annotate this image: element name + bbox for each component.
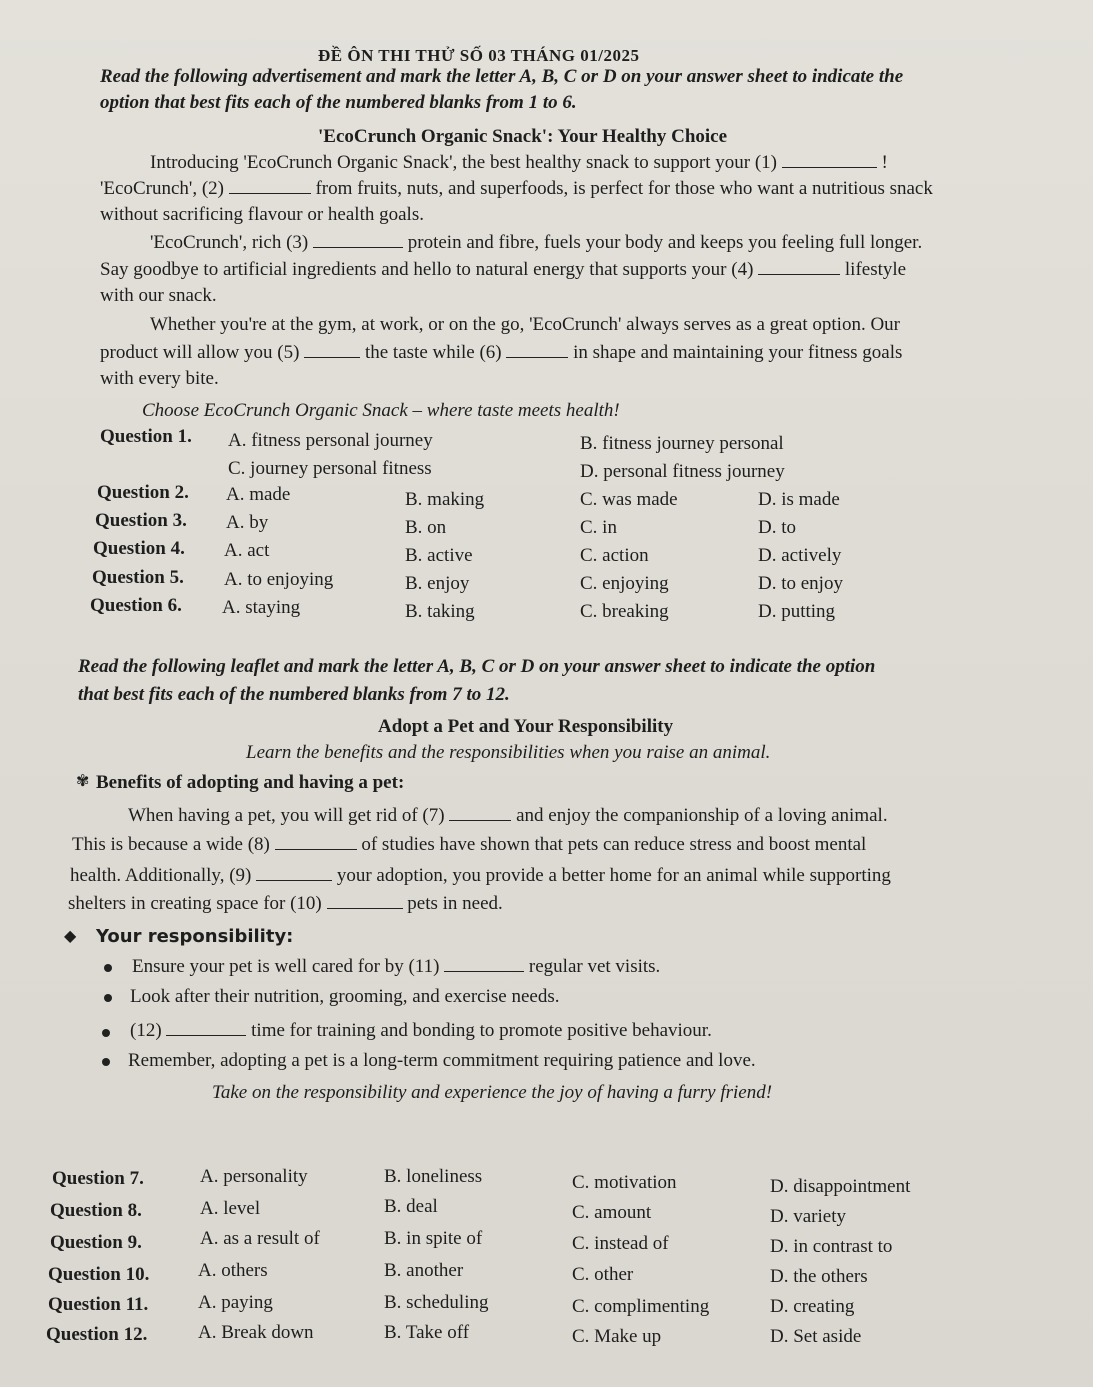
resp-item3-text-a: (12)	[130, 1020, 162, 1041]
benefits-l3-text-a: health. Additionally, (9)	[70, 865, 252, 886]
blank-8	[275, 835, 357, 850]
question-4-option-b[interactable]: B. active	[405, 545, 473, 566]
ad-p1-l2-text-a: 'EcoCrunch', (2)	[100, 178, 224, 199]
blank-10	[327, 894, 403, 909]
question-1-option-b[interactable]: B. fitness journey personal	[580, 433, 784, 454]
ad-p2-text-b: protein and fibre, fuels your body and keeps you feeling full longer.	[407, 232, 923, 253]
question-1-option-c[interactable]: C. journey personal fitness	[228, 458, 432, 479]
resp-item3-text-b: time for training and bonding to promote positive behaviour.	[251, 1020, 712, 1041]
question-9-option-c[interactable]: C. instead of	[572, 1233, 669, 1254]
question-3-option-a[interactable]: A. by	[226, 512, 269, 533]
bullet-4	[102, 1058, 110, 1066]
question-11-option-d[interactable]: D. creating	[770, 1296, 855, 1317]
blank-12	[166, 1021, 246, 1036]
ad-paragraph1-line1	[150, 152, 888, 174]
ad-paragraph1-line2	[100, 178, 933, 200]
blank-6	[506, 343, 568, 358]
question-10-option-c[interactable]: C. other	[572, 1264, 634, 1285]
question-5-option-b[interactable]: B. enjoy	[405, 573, 470, 594]
benefits-heading: Benefits of adopting and having a pet:	[96, 772, 405, 793]
question-10-label: Question 10.	[48, 1264, 150, 1285]
benefits-l4-text-b: pets in need.	[407, 893, 503, 914]
question-6-option-d[interactable]: D. putting	[758, 601, 836, 622]
diamond-icon: ◆	[64, 928, 77, 945]
ad-paragraph1-line3: without sacrificing flavour or health goals.	[100, 204, 424, 225]
question-5-option-d[interactable]: D. to enjoy	[758, 573, 843, 594]
paw-icon: ✾	[76, 773, 90, 790]
question-7-label: Question 7.	[52, 1168, 144, 1189]
question-5-option-c[interactable]: C. enjoying	[580, 573, 669, 594]
ad-p2-text-a: 'EcoCrunch', rich (3)	[150, 232, 309, 253]
responsibility-item-2: Look after their nutrition, grooming, and exercise needs.	[130, 986, 560, 1007]
ad-p3-text-c: in shape and maintaining your fitness goals	[573, 342, 903, 363]
question-8-option-b[interactable]: B. deal	[384, 1196, 438, 1217]
part1-instruction-line2: option that best fits each of the numbered blanks from 1 to 6.	[100, 92, 577, 113]
ad-p2-l2-text-a: Say goodbye to artificial ingredients and hello to natural energy that supports your (4)	[100, 259, 754, 280]
question-12-option-b[interactable]: B. Take off	[384, 1322, 470, 1343]
page-title: ĐỀ ÔN THI THỬ SỐ 03 THÁNG 01/2025	[318, 46, 640, 65]
ad-paragraph2-line2	[100, 259, 906, 281]
question-10-option-a[interactable]: A. others	[198, 1260, 268, 1281]
question-8-option-a[interactable]: A. level	[200, 1198, 261, 1219]
question-3-option-d[interactable]: D. to	[758, 517, 796, 538]
question-2-option-c[interactable]: C. was made	[580, 489, 678, 510]
question-10-option-b[interactable]: B. another	[384, 1260, 464, 1281]
responsibility-heading: Your responsibility:	[96, 926, 294, 947]
question-1-option-d[interactable]: D. personal fitness journey	[580, 461, 785, 482]
benefits-l3-text-b: your adoption, you provide a better home for an animal while supporting	[336, 865, 891, 886]
question-12-label: Question 12.	[46, 1324, 148, 1345]
benefits-l1-text-b: and enjoy the companionship of a loving animal.	[516, 805, 888, 826]
benefits-l1-text-a: When having a pet, you will get rid of (7)	[128, 805, 445, 826]
blank-4	[758, 260, 840, 275]
leaflet-subtitle: Learn the benefits and the responsibilities when you raise an animal.	[246, 742, 771, 763]
benefits-l2-text-b: of studies have shown that pets can reduce stress and boost mental	[361, 834, 867, 855]
question-9-label: Question 9.	[50, 1232, 142, 1253]
question-5-label: Question 5.	[92, 567, 184, 588]
question-11-label: Question 11.	[48, 1294, 149, 1315]
benefits-line2	[72, 834, 866, 856]
ad-p1-text-a: Introducing 'EcoCrunch Organic Snack', the best healthy snack to support your (1)	[150, 152, 778, 173]
leaflet-title: Adopt a Pet and Your Responsibility	[378, 716, 674, 737]
part1-instruction-line1: Read the following advertisement and mark the letter A, B, C or D on your answer sheet to indicate the	[100, 66, 904, 87]
ad-paragraph3-line1: Whether you're at the gym, at work, or on the go, 'EcoCrunch' always serves as a great option. Our	[150, 314, 900, 335]
question-1-option-a[interactable]: A. fitness personal journey	[228, 430, 433, 451]
ad-p3-text-a: product will allow you (5)	[100, 342, 300, 363]
bullet-1	[104, 964, 112, 972]
blank-3	[313, 233, 403, 248]
question-4-option-d[interactable]: D. actively	[758, 545, 842, 566]
resp-item1-text-b: regular vet visits.	[528, 956, 661, 977]
benefits-line4	[68, 893, 503, 915]
question-7-option-d[interactable]: D. disappointment	[770, 1176, 911, 1197]
question-2-option-a[interactable]: A. made	[226, 484, 291, 505]
question-1-label: Question 1.	[100, 426, 192, 447]
responsibility-item-3	[130, 1020, 712, 1042]
question-2-option-d[interactable]: D. is made	[758, 489, 840, 510]
question-8-label: Question 8.	[50, 1200, 142, 1221]
question-9-option-b[interactable]: B. in spite of	[384, 1228, 483, 1249]
ad-paragraph2-line3: with our snack.	[100, 285, 217, 306]
benefits-l2-text-a: This is because a wide (8)	[72, 834, 270, 855]
responsibility-item-1	[132, 956, 660, 978]
question-3-label: Question 3.	[95, 510, 187, 531]
question-8-option-d[interactable]: D. variety	[770, 1206, 846, 1227]
question-6-option-c[interactable]: C. breaking	[580, 601, 669, 622]
benefits-line1	[128, 805, 888, 827]
question-9-option-a[interactable]: A. as a result of	[200, 1228, 320, 1249]
resp-item1-text-a: Ensure your pet is well cared for by (11)	[132, 956, 440, 977]
question-7-option-b[interactable]: B. loneliness	[384, 1166, 483, 1187]
question-7-option-c[interactable]: C. motivation	[572, 1172, 677, 1193]
question-11-option-a[interactable]: A. paying	[198, 1292, 273, 1313]
ad-slogan: Choose EcoCrunch Organic Snack – where taste meets health!	[142, 400, 620, 421]
question-3-option-b[interactable]: B. on	[405, 517, 447, 538]
bullet-2	[104, 994, 112, 1002]
blank-7	[449, 806, 511, 821]
ad-p2-l2-text-b: lifestyle	[844, 259, 907, 280]
question-4-label: Question 4.	[93, 538, 185, 559]
ad-paragraph2-line1	[150, 232, 922, 254]
ad-p3-text-b: the taste while (6)	[364, 342, 502, 363]
part2-instruction-line2: that best fits each of the numbered blanks from 7 to 12.	[78, 684, 510, 705]
question-12-option-d[interactable]: D. Set aside	[770, 1326, 862, 1347]
question-2-option-b[interactable]: B. making	[405, 489, 485, 510]
question-9-option-d[interactable]: D. in contrast to	[770, 1236, 893, 1257]
question-11-option-c[interactable]: C. complimenting	[572, 1296, 710, 1317]
ad-title: 'EcoCrunch Organic Snack': Your Healthy Choice	[318, 126, 728, 147]
blank-9	[256, 866, 332, 881]
question-11-option-b[interactable]: B. scheduling	[384, 1292, 489, 1313]
ad-p1-l2-text-b: from fruits, nuts, and superfoods, is perfect for those who want a nutritious snack	[315, 178, 933, 199]
blank-1	[782, 153, 877, 168]
blank-11	[444, 957, 524, 972]
part2-instruction-line1: Read the following leaflet and mark the letter A, B, C or D on your answer sheet to indicate the option	[78, 656, 876, 677]
bullet-3	[102, 1029, 110, 1037]
blank-5	[304, 343, 360, 358]
question-3-option-c[interactable]: C. in	[580, 517, 617, 538]
question-6-label: Question 6.	[90, 595, 182, 616]
question-10-option-d[interactable]: D. the others	[770, 1266, 868, 1287]
ad-paragraph3-line2	[100, 342, 902, 364]
question-2-label: Question 2.	[97, 482, 189, 503]
question-8-option-c[interactable]: C. amount	[572, 1202, 652, 1223]
benefits-line3	[70, 865, 891, 887]
question-12-option-c[interactable]: C. Make up	[572, 1326, 662, 1347]
benefits-l4-text-a: shelters in creating space for (10)	[68, 893, 322, 914]
question-4-option-a[interactable]: A. act	[224, 540, 270, 561]
question-6-option-b[interactable]: B. taking	[405, 601, 475, 622]
question-12-option-a[interactable]: A. Break down	[198, 1322, 314, 1343]
leaflet-closing: Take on the responsibility and experience the joy of having a furry friend!	[212, 1082, 773, 1103]
responsibility-item-4: Remember, adopting a pet is a long-term commitment requiring patience and love.	[128, 1050, 756, 1071]
question-5-option-a[interactable]: A. to enjoying	[224, 569, 334, 590]
question-4-option-c[interactable]: C. action	[580, 545, 649, 566]
question-7-option-a[interactable]: A. personality	[200, 1166, 308, 1187]
ad-paragraph3-line3: with every bite.	[100, 368, 219, 389]
blank-2	[229, 179, 311, 194]
ad-p1-text-b: !	[881, 152, 888, 173]
question-6-option-a[interactable]: A. staying	[222, 597, 301, 618]
